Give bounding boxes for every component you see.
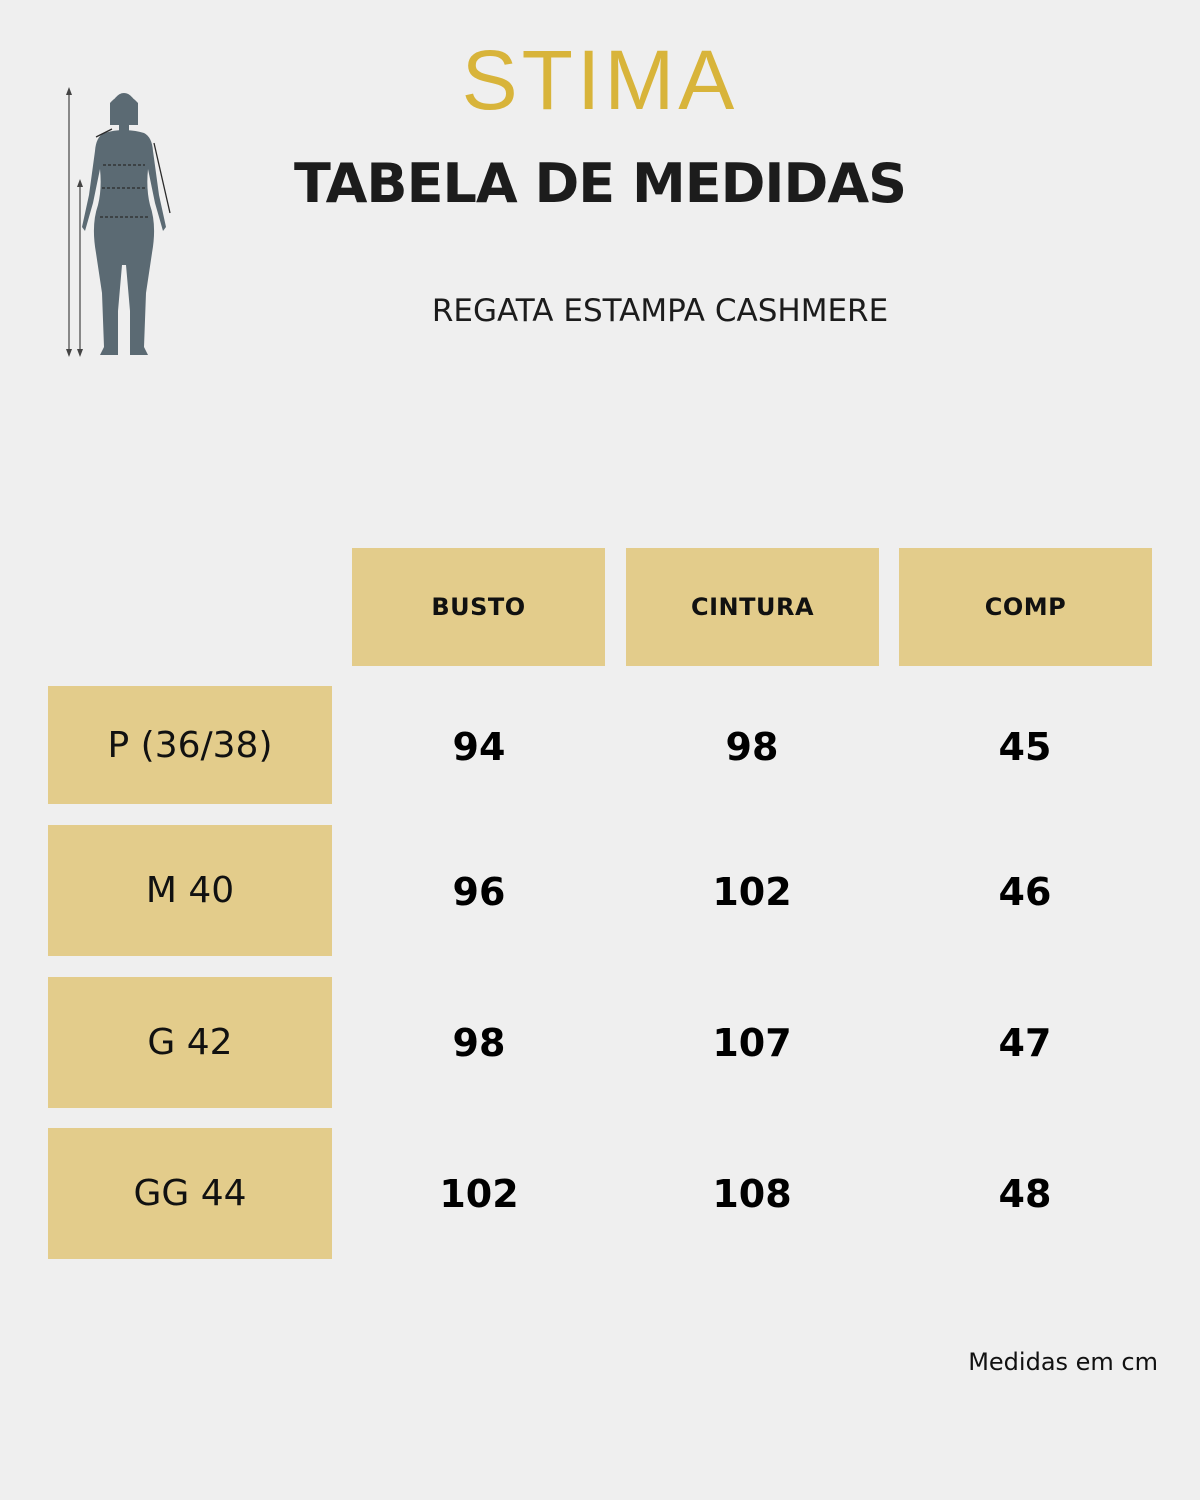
table-cell-value: 107 bbox=[712, 1021, 792, 1065]
column-header-cintura: CINTURA bbox=[626, 548, 879, 666]
table-cell-value: 98 bbox=[452, 1021, 506, 1065]
table-cell-value: 102 bbox=[712, 870, 792, 914]
brand-logo: STIMA bbox=[461, 33, 739, 127]
column-header-comp: COMP bbox=[899, 548, 1152, 666]
table-cell-value: 96 bbox=[452, 870, 506, 914]
units-footnote: Medidas em cm bbox=[968, 1348, 1158, 1376]
table-cell-value: 98 bbox=[725, 725, 779, 769]
size-label-gg: GG 44 bbox=[48, 1128, 332, 1259]
table-cell-value: 47 bbox=[998, 1021, 1052, 1065]
column-header-busto: BUSTO bbox=[352, 548, 605, 666]
table-cell-value: 108 bbox=[712, 1172, 792, 1216]
table-cell-value: 45 bbox=[998, 725, 1052, 769]
size-label-g: G 42 bbox=[48, 977, 332, 1108]
size-label-p: P (36/38) bbox=[48, 686, 332, 804]
table-cell-value: 94 bbox=[452, 725, 506, 769]
table-cell-value: 102 bbox=[439, 1172, 519, 1216]
size-label-m: M 40 bbox=[48, 825, 332, 956]
page-title: TABELA DE MEDIDAS bbox=[293, 152, 907, 215]
product-name: REGATA ESTAMPA CASHMERE bbox=[431, 293, 889, 329]
table-cell-value: 48 bbox=[998, 1172, 1052, 1216]
table-cell-value: 46 bbox=[998, 870, 1052, 914]
